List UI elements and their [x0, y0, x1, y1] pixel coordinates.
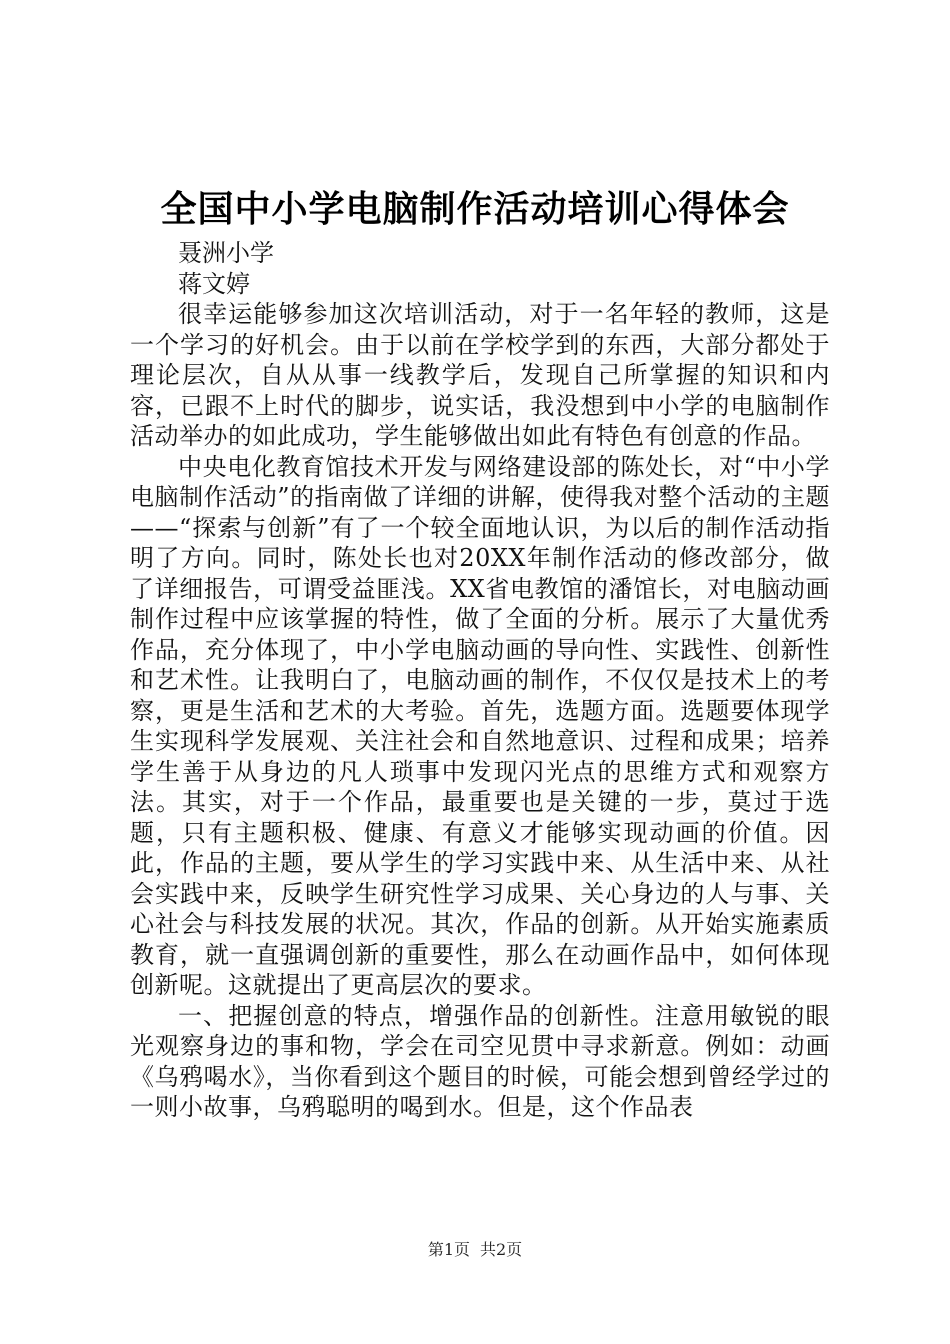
paragraph-1: 很幸运能够参加这次培训活动，对于一名年轻的教师，这是一个学习的好机会。由于以前在学校学到的东西，大部分都处于理论层次，自从从事一线教学后，发现自己所掌握的知识和内容，已跟不上时代的脚步，说实话，我没想到中小学的电脑制作活动举办的如此成功，学生能够做出如此有特色有创意的作品。 — [130, 300, 830, 450]
document-body — [130, 238, 830, 1123]
author-name: 蒋文婷 — [178, 269, 250, 298]
document-title: 全国中小学电脑制作活动培训心得体会 — [160, 188, 790, 230]
page-footer — [0, 1240, 950, 1260]
paragraph-3: 一、把握创意的特点，增强作品的创新性。注意用敏锐的眼光观察身边的事和物，学会在司空见贯中寻求新意。例如：动画《乌鸦喝水》，当你看到这个题目的时候，可能会想到曾经学过的一则小故事，乌鸦聪明的喝到水。但是，这个作品表 — [130, 1001, 830, 1121]
page-number: 第1页 — [427, 1240, 470, 1259]
paragraph-2: 中央电化教育馆技术开发与网络建设部的陈处长，对“中小学电脑制作活动”的指南做了详细的讲解，使得我对整个活动的主题——“探索与创新”有了一个较全面地认识，为以后的制作活动指明了方向。同时，陈处长也对20XX年制作活动的修改部分，做了详细报告，可谓受益匪浅。XX省电教馆的潘馆长，对电脑动画制作过程中应该掌握的特性，做了全面的分析。展示了大量优秀作品，充分体现了，中小学电脑动画的导向性、实践性、创新性和艺术性。让我明白了，电脑动画的制作，不仅仅是技术上的考察，更是生活和艺术的大考验。首先，选题方面。选题要体现学生实现科学发展观、关注社会和自然地意识、过程和成果；培养学生善于从身边的凡人琐事中发现闪光点的思维方式和观察方法。其实，对于一个作品，最重要也是关键的一步，莫过于选题，只有主题积极、健康、有意义才能够实现动画的价值。因此，作品的主题，要从学生的学习实践中来、从生活中来、从社会实践中来，反映学生研究性学习成果、关心身边的人与事、关心社会与科技发展的状况。其次，作品的创新。从开始实施素质教育，就一直强调创新的重要性，那么在动画作品中，如何体现创新呢。这就提出了更高层次的要求。 — [130, 452, 830, 999]
school-name: 聂洲小学 — [178, 239, 274, 267]
page-total: 共2页 — [480, 1240, 523, 1259]
